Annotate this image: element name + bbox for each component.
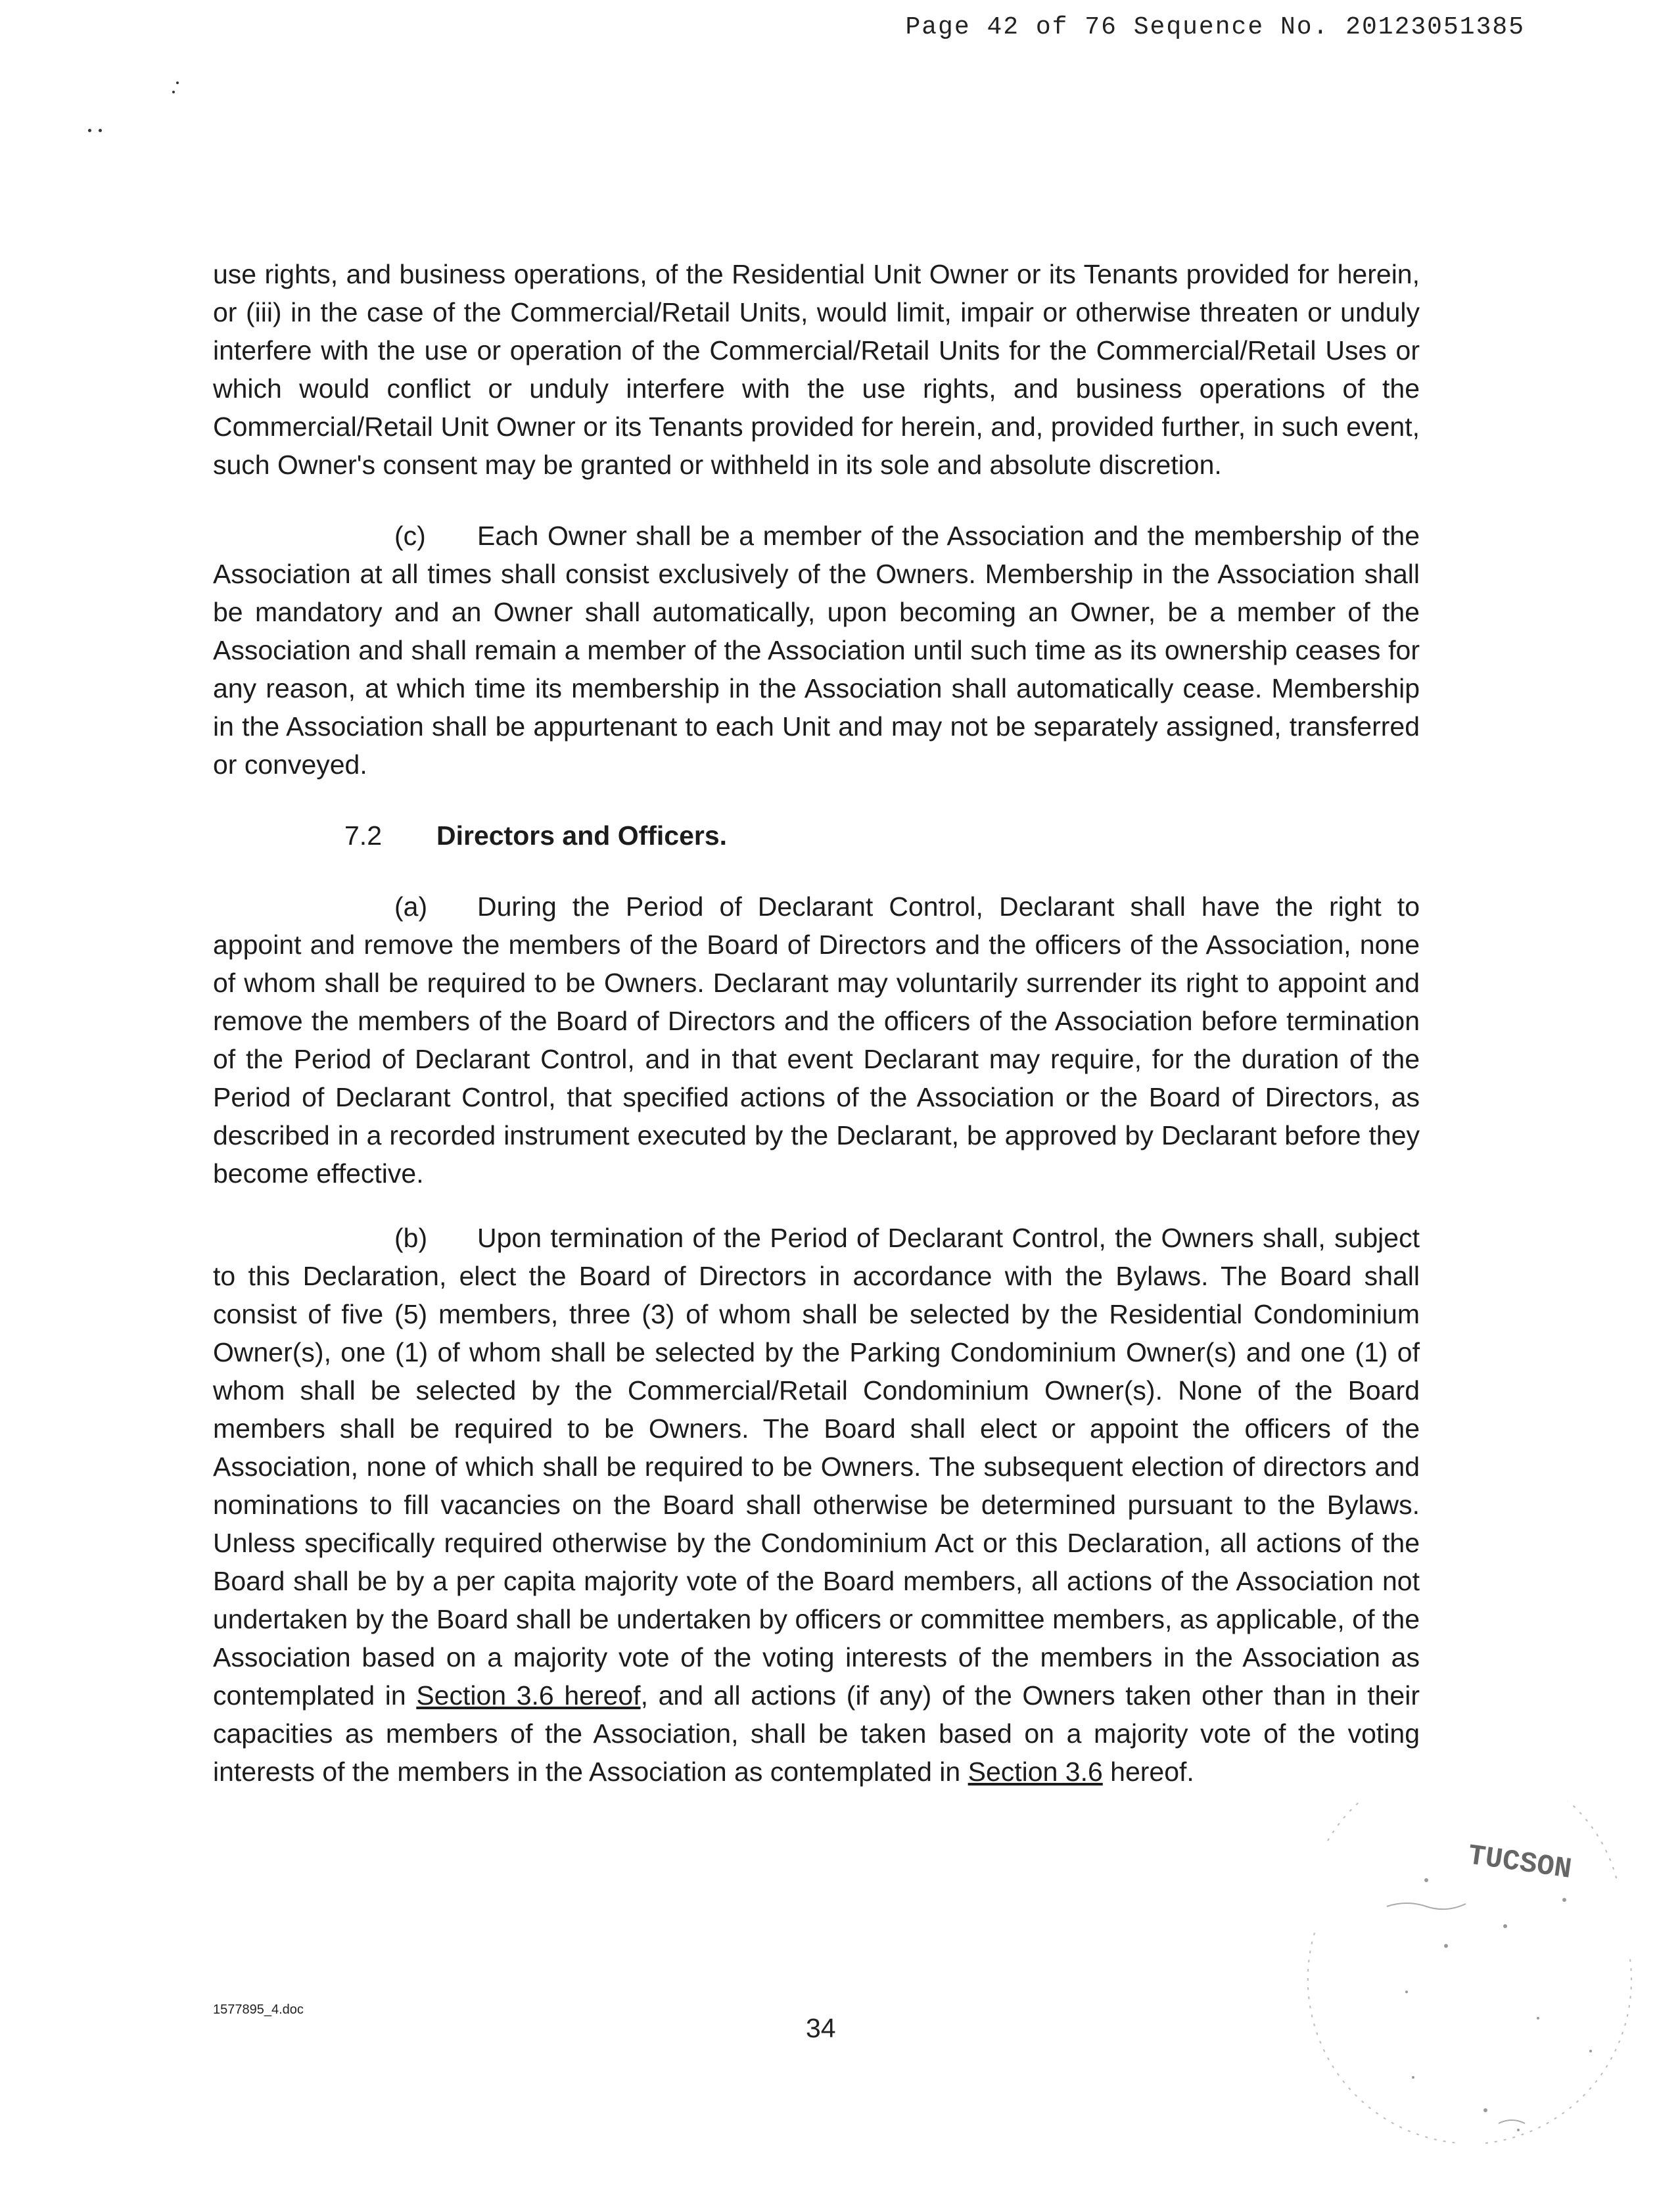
paragraph-b-text-1: Upon termination of the Period of Declarant Control, the Owners shall, subject to this Declaration, elect the Board of Directors in accordance with the Bylaws. The Board shall consist of five (5) members, three (3) of whom shall be selected by the Residential Condominium Owner(s), one (1) of whom shall be selected by the Parking Condominium Owner(s) and one (1) of whom shall be selected by the Commercial/Retail Condominium Owner(s). None of the Board members shall be required to be Owners. The Board shall elect or appoint the officers of the Association, none of which shall be required to be Owners. The subsequent election of directors and nominations to fill vacancies on the Board shall otherwise be determined pursuant to the Bylaws. Unless specifically required otherwise by the Condominium Act or this Declaration, all actions of the Board shall be by a per capita majority vote of the Board members, all actions of the Association not undertaken by the Board shall be undertaken by officers or committee members, as applicable, of the Association based on a majority vote of the voting interests of the members in the Association as contemplated in [213,1223,1420,1711]
paragraph-continued: use rights, and business operations, of the Residential Unit Owner or its Tenants provided for herein, or (iii) in the case of the Commercial/Retail Units, would limit, impair or otherwise threaten or unduly interfere with the use or operation of the Commercial/Retail Units for the Commercial/Retail Uses or which would conflict or unduly interfere with the use rights, and business operations of the Commercial/Retail Unit Owner or its Tenants provided for herein, and, provided further, in such event, such Owner's consent may be granted or withheld in its sole and absolute discretion. [213,259,1420,480]
paragraph-a-text: During the Period of Declarant Control, Declarant shall have the right to appoint and remove the members of the Board of Directors and the officers of the Association, none of whom shall be required to be Owners. Declarant may voluntarily surrender its right to appoint and remove the members of the Board of Directors and the officers of the Association before termination of the Period of Declarant Control, and in that event Declarant may require, for the duration of the Period of Declarant Control, that specified actions of the Association or the Board of Directors, as described in a recorded instrument executed by the Declarant, be approved by Declarant before they become effective. [213,891,1420,1189]
scan-speck [176,82,179,84]
paragraph-c-text: Each Owner shall be a member of the Association and the membership of the Association at all times shall consist exclusively of the Owners. Membership in the Association shall be mandatory and an Owner shall automatically, upon becoming an Owner, be a member of the Association and shall remain a member of the Association until such time as its ownership ceases for any reason, at which time its membership in the Association shall automatically cease. Membership in the Association shall be appurtenant to each Unit and may not be separately assigned, transferred or conveyed. [213,521,1420,780]
scan-speck [88,129,91,132]
paragraph-b-text-2: , and all actions (if any) of the Owners taken other than in their capacities as members of the Association, shall be taken based on a majority vote of the voting interests of the members in the Association as contemplated in [213,1680,1420,1787]
scan-speck [99,129,102,132]
section-heading-7-2 [213,816,1420,855]
page-sequence-header: Page 42 of 76 Sequence No. 20123051385 [905,13,1525,41]
scan-speck [172,91,175,93]
document-id: 1577895_4.doc [213,2002,304,2017]
paragraph-a [213,887,1420,1193]
paragraph-b-text-3: hereof. [1110,1757,1194,1787]
section-reference-link: Section 3.6 hereof [416,1680,641,1711]
paragraph-b [213,1219,1420,1791]
page-number: 34 [806,2013,836,2043]
document-body [213,255,1420,1791]
stamp-city-text: TUCSON [1466,1839,1574,1887]
paragraph-a-label: (a) [394,891,428,922]
paragraph-c-label: (c) [394,521,426,551]
section-title: Directors and Officers. [436,820,728,851]
paragraph-b-label: (b) [394,1223,428,1253]
section-reference-link: Section 3.6 [968,1757,1103,1787]
paragraph-c [213,517,1420,784]
section-number: 7.2 [344,820,382,851]
recorder-stamp-seal [1288,1801,1656,2169]
